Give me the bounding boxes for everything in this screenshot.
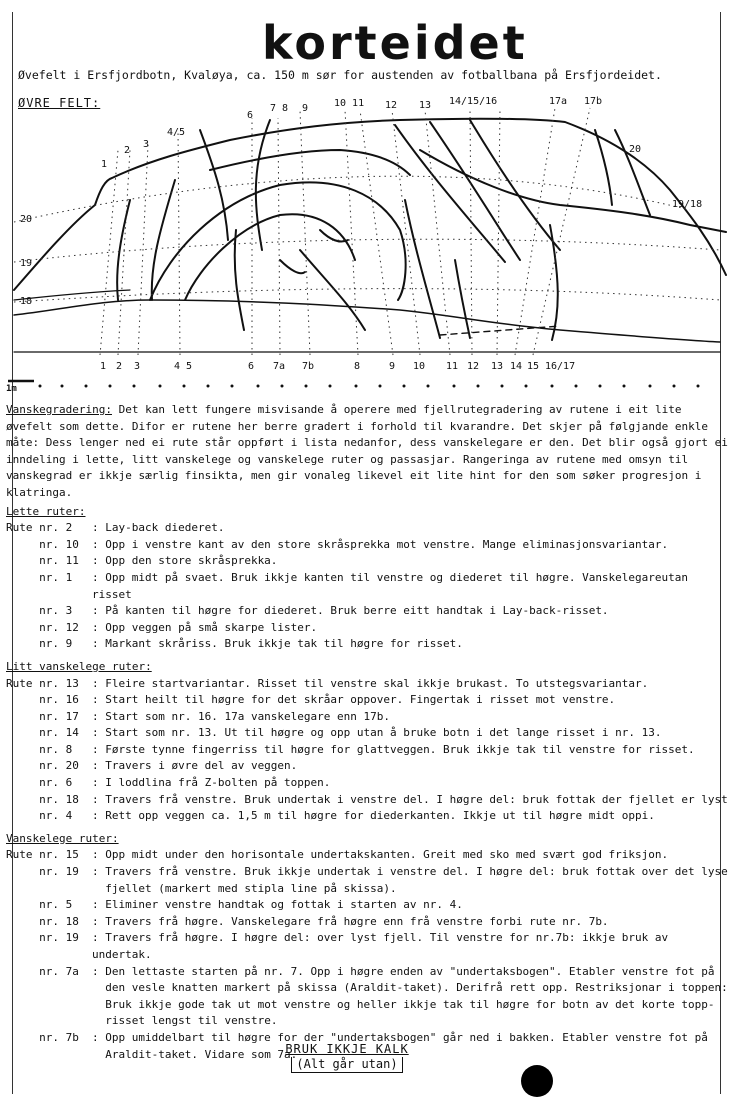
route-description: : Opp veggen på små skarpe lister.	[92, 620, 318, 634]
route-number: nr. 1	[6, 570, 73, 584]
route-item	[6, 964, 730, 1030]
route-description: : Opp den store skråsprekka.	[92, 554, 278, 568]
topo-label-bottom: 11	[446, 361, 459, 372]
dashed-line	[440, 326, 560, 335]
scale-label: 1m	[6, 384, 17, 394]
route-item	[6, 775, 730, 792]
topo-label-top: 10 11	[334, 98, 365, 109]
grading-paragraph-1: Det kan lett fungere misvisande å operere med fjellrutegradering av rutene i eit lite øvefelt som dette. Difor er rutene her berre gradert i forhold til kvarandre. Det skjer på følgjande enkle	[6, 403, 708, 433]
topo-label-left: 18	[20, 296, 33, 307]
route-item	[6, 570, 730, 603]
route-description: : Opp i venstre kant av den store skråsprekka mot venstre. Mange eliminasjonsvariantar.	[92, 537, 669, 551]
route-item	[6, 520, 730, 537]
route-number: nr. 19	[6, 865, 79, 879]
topo-label-top: 6	[247, 110, 254, 121]
route-item	[6, 847, 730, 864]
route-description: : Opp umiddelbart til høgre for der "undertaksbogen" går ned i bakken. Etabler venstre fot på Araldit-taket. Vidare som 7a.	[92, 1030, 708, 1061]
route-number: nr. 19	[6, 931, 79, 945]
route-description: : Opp midt under den horisontale undertakskanten. Greit med sko med svært god friksjon.	[92, 848, 669, 862]
topo-label-bottom: 12	[467, 361, 480, 372]
route-item	[6, 930, 730, 963]
topo-label-bottom: 2	[116, 361, 123, 372]
topo-label-top: 14/15/16	[449, 96, 498, 107]
route-description: : Fleire startvariantar. Risset til venstre skal ikkje brukast. To utstegsvariantar.	[92, 676, 649, 690]
topo-label-top: 7 8	[270, 103, 289, 114]
topo-label-bottom: 1	[100, 361, 107, 372]
route-category	[6, 504, 730, 653]
route-number: nr. 11	[6, 554, 79, 568]
route-number: nr. 9	[6, 637, 73, 651]
route-item	[6, 808, 730, 825]
topo-label-top: 17b	[584, 96, 603, 107]
route-number: nr. 4	[6, 809, 73, 823]
roof-arc	[150, 182, 406, 300]
topo-label-top: 19/18	[672, 199, 703, 210]
route-description: : Travers i øvre del av veggen.	[92, 759, 298, 773]
route-item	[6, 553, 730, 570]
topo-label-bottom: 10	[413, 361, 426, 372]
grading-heading-2: måte:	[6, 436, 40, 450]
topo-label-bottom: 16/17	[545, 361, 576, 372]
topo-label-bottom: 9	[389, 361, 396, 372]
route-item	[6, 725, 730, 742]
rock-outline	[14, 119, 726, 290]
route-number: nr. 6	[6, 776, 73, 790]
topo-label-top: 3	[143, 139, 150, 150]
route-description: : I loddlina frå Z-bolten på toppen.	[92, 776, 331, 790]
route-number: nr. 17	[6, 709, 79, 723]
route-item	[6, 742, 730, 759]
route-category	[6, 831, 730, 1063]
route-description: : Travers frå høgre. I høgre del: over lyst fjell. Til venstre for nr.7b: ikkje bruk av undertak.	[92, 931, 675, 961]
route-item	[6, 709, 730, 726]
topo-label-bottom: 7a	[273, 361, 286, 372]
route-description: : Start som nr. 13. Ut til høgre og opp utan å bruke botn i det lange risset i nr. 13.	[92, 726, 662, 740]
route-description: : Lay-back diederet.	[92, 521, 225, 535]
topo-label-top: 17a	[549, 96, 568, 107]
topo-label-bottom: 6	[248, 361, 255, 372]
route-item	[6, 914, 730, 931]
route-number: Rute nr. 13	[6, 676, 79, 690]
route-description: : Start heilt til høgre for det skråar oppover. Fingertak i risset mot venstre.	[92, 693, 616, 707]
route-item	[6, 692, 730, 709]
route-description: : Første tynne fingerriss til høgre for glattveggen. Bruk ikkje tak til venstre for risset.	[92, 742, 695, 756]
footer-note	[0, 1042, 694, 1073]
topo-label-top: 12	[385, 100, 398, 111]
no-chalk-notice: BRUK IKKJE KALK	[285, 1042, 409, 1056]
route-description: : Travers frå venstre. Bruk undertak i venstre del. I høgre del: bruk fottak der fjellet er lyst	[92, 792, 728, 806]
topo-label-left: 20	[20, 214, 33, 225]
route-descriptions	[6, 402, 730, 1069]
topo-label-bottom: 3	[134, 361, 141, 372]
route-number: nr. 20	[6, 759, 79, 773]
route-number: nr. 14	[6, 726, 79, 740]
route-number: Rute nr. 15	[6, 848, 79, 862]
page-title: korteidet	[262, 16, 528, 70]
location-description: Øvefelt i Ersfjordbotn, Kvaløya, ca. 150 m sør for austenden av fotballbana på Ersfjordeidet.	[18, 68, 662, 82]
grading-heading: Vanskegradering:	[6, 403, 112, 416]
topo-label-bottom: 14	[510, 361, 523, 372]
route-category-title: Vanskelege ruter:	[6, 831, 119, 845]
route-categories	[6, 504, 730, 1064]
route-item	[6, 676, 730, 693]
route-number: nr. 16	[6, 693, 79, 707]
route-number: nr. 18	[6, 792, 79, 806]
topo-label-bottom: 8	[354, 361, 361, 372]
topo-label-top: 13	[419, 100, 432, 111]
route-description: : Markant skråriss. Bruk ikkje tak til høgre for risset.	[92, 637, 463, 651]
route-category	[6, 659, 730, 825]
topo-label-top: 1	[101, 159, 108, 170]
route-item	[6, 603, 730, 620]
route-number: nr. 10	[6, 537, 79, 551]
route-description: : Rett opp veggen ca. 1,5 m til høgre for diederkanten. Ikkje ut til høgre midt oppi.	[92, 809, 655, 823]
grading-paragraph-2: Dess lenger ned ei rute står oppført i lista nedanfor, dess vanskelegare er den. Det blir også gjort ei inndeling i lette, litt vanskelege og vanskelege ruter og passasjar. Rangeringa av rutene med omsyn til vanskegrad er ikkje særlig finsikta, men gir vonaleg likevel eit lite hint for den som søker progresjon i klatringa.	[6, 436, 728, 499]
no-chalk-subnote: (Alt går utan)	[291, 1057, 402, 1073]
section-label: ØVRE FELT:	[18, 96, 101, 110]
route-number: nr. 7a	[6, 964, 79, 978]
topo-label-bottom: 13	[491, 361, 504, 372]
topo-label-top: 2	[124, 145, 131, 156]
route-number: Rute nr. 2	[6, 521, 73, 535]
grading-intro	[6, 402, 730, 502]
route-item	[6, 758, 730, 775]
route-number: nr. 8	[6, 742, 73, 756]
route-number: nr. 12	[6, 620, 79, 634]
route-category-title: Lette ruter:	[6, 504, 86, 518]
route-number: nr. 7b	[6, 1030, 79, 1044]
topo-label-top: 20	[629, 144, 642, 155]
topo-label-bottom: 7b	[302, 361, 315, 372]
topo-label-bottom: 4 5	[174, 361, 193, 372]
punch-hole-mark	[521, 1065, 553, 1097]
route-number: nr. 18	[6, 914, 79, 928]
crag-topo-sketch	[0, 0, 734, 400]
route-number: nr. 3	[6, 604, 73, 618]
topo-label-bottom: 15	[527, 361, 540, 372]
route-item	[6, 864, 730, 897]
route-description: : Travers frå venstre. Bruk ikkje undertak i venstre del. I høgre del: bruk fottak over det lyse fjellet (markert med stipla line på skissa).	[92, 865, 728, 895]
route-description: : Start som nr. 16. 17a vanskelegare enn 17b.	[92, 709, 391, 723]
route-description: : Opp midt på svaet. Bruk ikkje kanten til venstre og diederet til høgre. Vanskelegareutan risset	[92, 570, 695, 601]
route-description: : Den lettaste starten på nr. 7. Opp i høgre enden av "undertaksbogen". Etabler venstre fot på den vesle knatten markert på skissa (Araldit-taket). Derifrå rett opp. Restriksjonar i toppen: Bruk ikkje gode tak ut mot venstre og heller ikkje tak til høgre for botn av det korte topp- risset lengst til venstre.	[92, 964, 728, 1028]
route-description: : Travers frå høgre. Vanskelegare frå høgre enn frå venstre forbi rute nr. 7b.	[92, 914, 609, 928]
route-item	[6, 636, 730, 653]
route-item	[6, 620, 730, 637]
route-item	[6, 792, 730, 809]
topo-label-top: 4/5	[167, 127, 186, 138]
route-item	[6, 897, 730, 914]
route-category-title: Litt vanskelege ruter:	[6, 659, 152, 673]
topo-label-top: 9	[302, 103, 309, 114]
topo-label-left: 19	[20, 258, 33, 269]
route-number: nr. 5	[6, 898, 73, 912]
route-item	[6, 537, 730, 554]
route-description: : Eliminer venstre handtak og fottak i starten av nr. 4.	[92, 898, 463, 912]
route-description: : På kanten til høgre for diederet. Bruk berre eitt handtak i Lay-back-risset.	[92, 604, 609, 618]
